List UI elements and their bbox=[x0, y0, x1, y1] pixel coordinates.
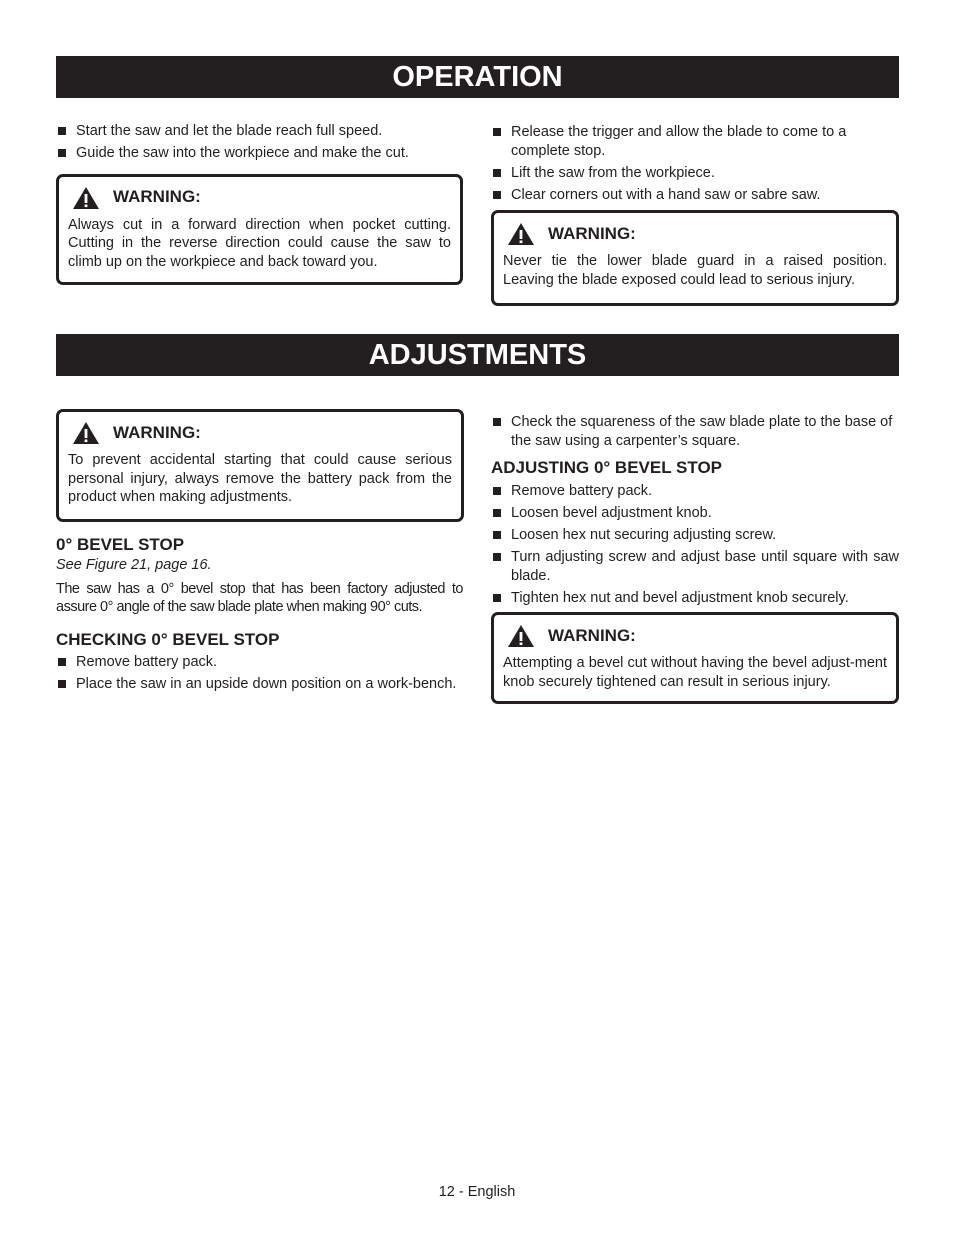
list-item: Tighten hex nut and bevel adjustment knob securely. bbox=[491, 589, 899, 608]
bullet-icon bbox=[493, 553, 501, 561]
checking-list bbox=[56, 653, 462, 694]
operation-left-column bbox=[56, 122, 462, 285]
operation-right-list bbox=[491, 123, 899, 204]
bullet-icon bbox=[58, 127, 66, 135]
operation-header: OPERATION bbox=[56, 56, 899, 98]
list-item: Start the saw and let the blade reach full speed. bbox=[56, 122, 462, 141]
bullet-icon bbox=[58, 149, 66, 157]
list-item: Check the squareness of the saw blade plate to the base of the saw using a carpenter’s square. bbox=[491, 413, 899, 450]
list-item: Turn adjusting screw and adjust base until square with saw blade. bbox=[491, 548, 899, 585]
figure-reference: See Figure 21, page 16. bbox=[56, 557, 212, 573]
squareness-list bbox=[491, 413, 899, 450]
bullet-icon bbox=[58, 658, 66, 666]
warning-label: WARNING: bbox=[113, 187, 201, 207]
list-item: Lift the saw from the workpiece. bbox=[491, 164, 899, 183]
warning-box-blade-guard bbox=[491, 210, 899, 306]
bullet-icon bbox=[58, 680, 66, 688]
list-item: Remove battery pack. bbox=[491, 482, 899, 501]
list-item: Clear corners out with a hand saw or sabre saw. bbox=[491, 186, 899, 205]
list-item: Loosen hex nut securing adjusting screw. bbox=[491, 526, 899, 545]
warning-text: To prevent accidental starting that could cause serious personal injury, always remove the battery pack from the product when making adjustments. bbox=[68, 452, 452, 505]
bullet-icon bbox=[493, 594, 501, 602]
bullet-icon bbox=[493, 169, 501, 177]
warning-triangle-icon bbox=[507, 624, 535, 648]
page-number: 12 - English bbox=[438, 1184, 516, 1200]
bullet-icon bbox=[493, 487, 501, 495]
list-item: Remove battery pack. bbox=[56, 653, 462, 672]
list-item: Guide the saw into the workpiece and make the cut. bbox=[56, 144, 462, 163]
warning-triangle-icon bbox=[72, 186, 100, 210]
warning-text: Always cut in a forward direction when pocket cutting. Cutting in the reverse direction could cause the saw to climb up on the workpiece and back toward you. bbox=[68, 216, 451, 270]
adjustments-right-column bbox=[491, 413, 899, 704]
bullet-icon bbox=[493, 418, 501, 426]
list-item: Place the saw in an upside down position on a work-bench. bbox=[56, 675, 462, 694]
checking-bevel-stop-heading: CHECKING 0° BEVEL STOP bbox=[56, 629, 280, 649]
warning-label: WARNING: bbox=[548, 625, 636, 645]
bevel-stop-heading: 0° BEVEL STOP bbox=[56, 535, 185, 554]
warning-text: Never tie the lower blade guard in a raised position. Leaving the blade exposed could lead to serious injury. bbox=[503, 253, 887, 288]
adjusting-bevel-stop-heading: ADJUSTING 0° BEVEL STOP bbox=[491, 458, 723, 477]
list-item: Loosen bevel adjustment knob. bbox=[491, 504, 899, 523]
adjustments-left-column bbox=[56, 409, 464, 697]
adjustments-header: ADJUSTMENTS bbox=[56, 334, 899, 376]
warning-box-bevel-cut bbox=[491, 612, 899, 704]
warning-label: WARNING: bbox=[113, 422, 201, 442]
warning-triangle-icon bbox=[507, 222, 535, 246]
operation-right-column bbox=[491, 123, 899, 306]
warning-box-battery bbox=[56, 409, 464, 522]
operation-left-list bbox=[56, 122, 462, 163]
bullet-icon bbox=[493, 531, 501, 539]
bullet-icon bbox=[493, 509, 501, 517]
bullet-icon bbox=[493, 191, 501, 199]
adjusting-list bbox=[491, 482, 899, 607]
warning-box-pocket-cutting bbox=[56, 174, 463, 285]
bevel-stop-description: The saw has a 0° bevel stop that has been factory adjusted to assure 0° angle of the saw blade plate when making 90° cuts. bbox=[56, 580, 463, 615]
warning-triangle-icon bbox=[72, 421, 100, 445]
warning-text: Attempting a bevel cut without having the bevel adjust-ment knob securely tightened can result in serious injury. bbox=[503, 655, 887, 690]
warning-label: WARNING: bbox=[548, 223, 636, 243]
bullet-icon bbox=[493, 128, 501, 136]
list-item: Release the trigger and allow the blade to come to a complete stop. bbox=[491, 123, 899, 160]
